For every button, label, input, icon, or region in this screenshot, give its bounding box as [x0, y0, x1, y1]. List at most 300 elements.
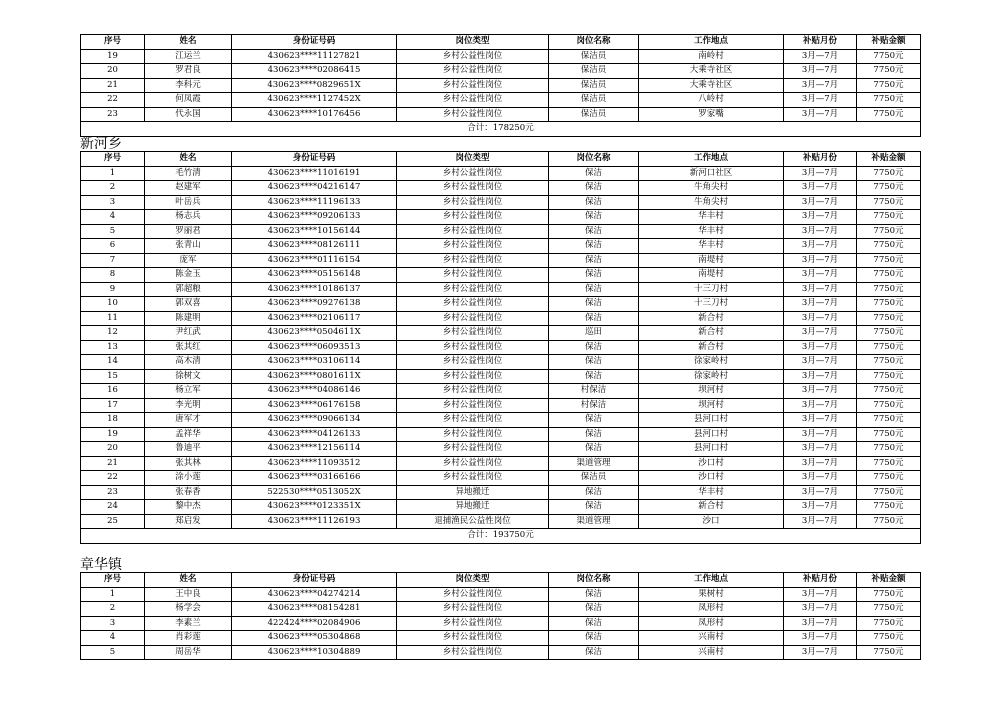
col-job-title: 保洁: [549, 485, 639, 500]
col-index: 21: [81, 456, 145, 471]
col-job-type: 乡村公益性岗位: [397, 49, 549, 64]
col-index: 5: [81, 645, 145, 660]
col-location: 大乘寺社区: [639, 78, 784, 93]
col-index: 6: [81, 239, 145, 254]
col-name: 赵建军: [145, 181, 232, 196]
table-row: [81, 384, 921, 399]
table-section-2: [80, 151, 920, 544]
col-location: 南岭村: [639, 49, 784, 64]
col-job-title: 保洁: [549, 181, 639, 196]
col-index: 18: [81, 413, 145, 428]
col-amount: 7750元: [857, 224, 921, 239]
col-location: 大乘寺社区: [639, 64, 784, 79]
col-name: 郑启发: [145, 514, 232, 529]
col-amount: 7750元: [857, 311, 921, 326]
col-index: 23: [81, 485, 145, 500]
col-location: 县河口村: [639, 413, 784, 428]
col-job-title: 保洁: [549, 195, 639, 210]
col-id: 430623****12156114: [232, 442, 397, 457]
col-name: 尹红武: [145, 326, 232, 341]
col-amount: 7750元: [857, 456, 921, 471]
col-job-type: 乡村公益性岗位: [397, 78, 549, 93]
col-location: 县河口村: [639, 442, 784, 457]
col-job-type: 乡村公益性岗位: [397, 384, 549, 399]
col-id: 430623****05156148: [232, 268, 397, 283]
col-months: 3月—7月: [784, 587, 857, 602]
table-row: [81, 107, 921, 122]
col-index: 5: [81, 224, 145, 239]
col-months: 3月—7月: [784, 602, 857, 617]
col-job-type: 乡村公益性岗位: [397, 181, 549, 196]
section-heading: 新河乡: [80, 136, 122, 152]
col-name: 庞军: [145, 253, 232, 268]
col-months: 3月—7月: [784, 645, 857, 660]
table-row: [81, 195, 921, 210]
column-header-col-name: 姓名: [145, 573, 232, 588]
col-index: 20: [81, 64, 145, 79]
col-job-type: 乡村公益性岗位: [397, 326, 549, 341]
col-id: 430623****06093513: [232, 340, 397, 355]
col-job-type: 乡村公益性岗位: [397, 340, 549, 355]
col-amount: 7750元: [857, 631, 921, 646]
col-job-type: 乡村公益性岗位: [397, 93, 549, 108]
col-name: 张春香: [145, 485, 232, 500]
col-index: 24: [81, 500, 145, 515]
col-location: 新合村: [639, 340, 784, 355]
col-id: 430623****01116154: [232, 253, 397, 268]
col-job-type: 乡村公益性岗位: [397, 616, 549, 631]
col-id: 430623****11016191: [232, 166, 397, 181]
col-amount: 7750元: [857, 166, 921, 181]
col-id: 522530****0513052X: [232, 485, 397, 500]
col-name: 李光明: [145, 398, 232, 413]
col-location: 果树村: [639, 587, 784, 602]
col-job-title: 巡田: [549, 326, 639, 341]
col-index: 20: [81, 442, 145, 457]
col-job-type: 乡村公益性岗位: [397, 253, 549, 268]
col-job-type: 异地搬迁: [397, 485, 549, 500]
table-row: [81, 78, 921, 93]
col-amount: 7750元: [857, 49, 921, 64]
col-job-type: 乡村公益性岗位: [397, 239, 549, 254]
col-id: 430623****02106117: [232, 311, 397, 326]
col-amount: 7750元: [857, 369, 921, 384]
col-amount: 7750元: [857, 64, 921, 79]
col-months: 3月—7月: [784, 442, 857, 457]
col-name: 杨志兵: [145, 210, 232, 225]
col-name: 王中良: [145, 587, 232, 602]
col-amount: 7750元: [857, 602, 921, 617]
table-row: [81, 355, 921, 370]
col-name: 李素兰: [145, 616, 232, 631]
col-amount: 7750元: [857, 427, 921, 442]
col-amount: 7750元: [857, 107, 921, 122]
col-name: 周岳华: [145, 645, 232, 660]
col-months: 3月—7月: [784, 93, 857, 108]
col-id: 430623****10156144: [232, 224, 397, 239]
col-id: 430623****09066134: [232, 413, 397, 428]
col-index: 11: [81, 311, 145, 326]
col-name: 孟祥华: [145, 427, 232, 442]
col-months: 3月—7月: [784, 311, 857, 326]
header-row: [81, 573, 921, 588]
col-location: 十三刀村: [639, 282, 784, 297]
table-row: [81, 297, 921, 312]
col-job-title: 村保洁: [549, 398, 639, 413]
column-header-col-job-title: 岗位名称: [549, 152, 639, 167]
table-row: [81, 181, 921, 196]
col-job-title: 保洁: [549, 311, 639, 326]
col-amount: 7750元: [857, 297, 921, 312]
column-header-col-job-title: 岗位名称: [549, 573, 639, 588]
col-months: 3月—7月: [784, 195, 857, 210]
col-name: 叶岳兵: [145, 195, 232, 210]
table-row: [81, 239, 921, 254]
col-job-type: 乡村公益性岗位: [397, 442, 549, 457]
column-header-col-job-type: 岗位类型: [397, 573, 549, 588]
col-location: 兴南村: [639, 631, 784, 646]
col-months: 3月—7月: [784, 166, 857, 181]
col-id: 430623****06176158: [232, 398, 397, 413]
col-months: 3月—7月: [784, 49, 857, 64]
col-name: 李科元: [145, 78, 232, 93]
col-job-title: 保洁: [549, 427, 639, 442]
table-row: [81, 645, 921, 660]
col-months: 3月—7月: [784, 413, 857, 428]
col-job-title: 保洁员: [549, 78, 639, 93]
col-name: 陈建明: [145, 311, 232, 326]
table-row: [81, 64, 921, 79]
col-location: 新合村: [639, 311, 784, 326]
col-amount: 7750元: [857, 93, 921, 108]
col-index: 4: [81, 631, 145, 646]
col-job-type: 乡村公益性岗位: [397, 224, 549, 239]
col-amount: 7750元: [857, 587, 921, 602]
col-job-title: 保洁: [549, 282, 639, 297]
col-job-type: 乡村公益性岗位: [397, 471, 549, 486]
col-index: 7: [81, 253, 145, 268]
table-row: [81, 268, 921, 283]
subsidy-table: [80, 572, 921, 660]
col-months: 3月—7月: [784, 616, 857, 631]
col-job-type: 乡村公益性岗位: [397, 456, 549, 471]
col-id: 430623****02086415: [232, 64, 397, 79]
col-job-type: 乡村公益性岗位: [397, 355, 549, 370]
col-job-type: 乡村公益性岗位: [397, 602, 549, 617]
table-row: [81, 500, 921, 515]
col-index: 12: [81, 326, 145, 341]
col-index: 2: [81, 602, 145, 617]
column-header-col-location: 工作地点: [639, 35, 784, 50]
col-index: 1: [81, 166, 145, 181]
col-location: 新合村: [639, 500, 784, 515]
col-location: 南堤村: [639, 268, 784, 283]
col-job-title: 保洁: [549, 239, 639, 254]
table-row: [81, 282, 921, 297]
table-section-3: [80, 572, 920, 660]
col-location: 华丰村: [639, 485, 784, 500]
col-amount: 7750元: [857, 355, 921, 370]
col-job-title: 保洁: [549, 268, 639, 283]
table-row: [81, 166, 921, 181]
col-index: 21: [81, 78, 145, 93]
col-location: 十三刀村: [639, 297, 784, 312]
col-amount: 7750元: [857, 340, 921, 355]
col-location: 华丰村: [639, 239, 784, 254]
col-months: 3月—7月: [784, 398, 857, 413]
col-id: 422424****02084906: [232, 616, 397, 631]
col-id: 430623****1127452X: [232, 93, 397, 108]
col-months: 3月—7月: [784, 369, 857, 384]
col-amount: 7750元: [857, 413, 921, 428]
col-name: 罗丽君: [145, 224, 232, 239]
col-location: 坝河村: [639, 384, 784, 399]
col-location: 凤形村: [639, 616, 784, 631]
col-location: 凤形村: [639, 602, 784, 617]
col-job-title: 渠道管理: [549, 514, 639, 529]
col-months: 3月—7月: [784, 78, 857, 93]
col-name: 杨学会: [145, 602, 232, 617]
total-row: [81, 122, 921, 137]
col-id: 430623****10186137: [232, 282, 397, 297]
col-job-title: 保洁: [549, 297, 639, 312]
column-header-col-amount: 补贴金额: [857, 35, 921, 50]
column-header-col-name: 姓名: [145, 152, 232, 167]
col-index: 15: [81, 369, 145, 384]
col-job-type: 乡村公益性岗位: [397, 427, 549, 442]
column-header-col-months: 补贴月份: [784, 573, 857, 588]
col-job-title: 保洁员: [549, 49, 639, 64]
col-name: 张其林: [145, 456, 232, 471]
table-row: [81, 210, 921, 225]
col-job-type: 乡村公益性岗位: [397, 311, 549, 326]
col-job-type: 乡村公益性岗位: [397, 587, 549, 602]
table-row: [81, 93, 921, 108]
col-job-type: 乡村公益性岗位: [397, 369, 549, 384]
table-row: [81, 514, 921, 529]
col-index: 25: [81, 514, 145, 529]
col-id: 430623****04216147: [232, 181, 397, 196]
col-location: 徐家岭村: [639, 355, 784, 370]
col-index: 22: [81, 471, 145, 486]
col-index: 19: [81, 427, 145, 442]
col-months: 3月—7月: [784, 253, 857, 268]
col-job-type: 乡村公益性岗位: [397, 64, 549, 79]
column-header-col-amount: 补贴金额: [857, 573, 921, 588]
col-index: 4: [81, 210, 145, 225]
col-index: 9: [81, 282, 145, 297]
col-location: 新合村: [639, 326, 784, 341]
col-amount: 7750元: [857, 645, 921, 660]
table-row: [81, 485, 921, 500]
column-header-col-id: 身份证号码: [232, 573, 397, 588]
col-job-title: 保洁: [549, 253, 639, 268]
col-index: 14: [81, 355, 145, 370]
col-name: 唐军才: [145, 413, 232, 428]
col-index: 2: [81, 181, 145, 196]
total-amount: 合计：178250元: [81, 122, 921, 137]
col-id: 430623****04086146: [232, 384, 397, 399]
col-job-title: 保洁: [549, 631, 639, 646]
col-months: 3月—7月: [784, 181, 857, 196]
col-months: 3月—7月: [784, 456, 857, 471]
col-job-title: 保洁: [549, 602, 639, 617]
col-amount: 7750元: [857, 500, 921, 515]
col-months: 3月—7月: [784, 210, 857, 225]
col-index: 8: [81, 268, 145, 283]
col-job-title: 保洁: [549, 340, 639, 355]
total-row: [81, 529, 921, 544]
col-name: 何凤霞: [145, 93, 232, 108]
col-job-type: 退捕渔民公益性岗位: [397, 514, 549, 529]
col-name: 肖彩莲: [145, 631, 232, 646]
col-id: 430623****08154281: [232, 602, 397, 617]
col-id: 430623****0123351X: [232, 500, 397, 515]
col-id: 430623****11196133: [232, 195, 397, 210]
col-name: 张其红: [145, 340, 232, 355]
table-row: [81, 224, 921, 239]
table-row: [81, 413, 921, 428]
col-job-title: 保洁: [549, 645, 639, 660]
col-amount: 7750元: [857, 514, 921, 529]
col-name: 罗君良: [145, 64, 232, 79]
col-id: 430623****03166166: [232, 471, 397, 486]
col-job-type: 乡村公益性岗位: [397, 297, 549, 312]
table-row: [81, 587, 921, 602]
col-job-type: 乡村公益性岗位: [397, 195, 549, 210]
col-index: 16: [81, 384, 145, 399]
col-amount: 7750元: [857, 616, 921, 631]
table-section-1: [80, 34, 920, 137]
table-row: [81, 456, 921, 471]
col-months: 3月—7月: [784, 224, 857, 239]
col-name: 鲁迪平: [145, 442, 232, 457]
col-job-type: 乡村公益性岗位: [397, 413, 549, 428]
table-row: [81, 253, 921, 268]
col-months: 3月—7月: [784, 355, 857, 370]
col-months: 3月—7月: [784, 384, 857, 399]
col-months: 3月—7月: [784, 268, 857, 283]
col-id: 430623****10176456: [232, 107, 397, 122]
table-row: [81, 442, 921, 457]
col-months: 3月—7月: [784, 631, 857, 646]
col-name: 江运兰: [145, 49, 232, 64]
col-location: 沙口: [639, 514, 784, 529]
col-job-title: 村保洁: [549, 384, 639, 399]
column-header-col-index: 序号: [81, 152, 145, 167]
subsidy-table: [80, 34, 921, 137]
col-months: 3月—7月: [784, 485, 857, 500]
col-job-type: 乡村公益性岗位: [397, 107, 549, 122]
table-row: [81, 427, 921, 442]
col-index: 17: [81, 398, 145, 413]
table-row: [81, 311, 921, 326]
column-header-col-index: 序号: [81, 35, 145, 50]
col-location: 徐家岭村: [639, 369, 784, 384]
col-name: 郭超粮: [145, 282, 232, 297]
col-amount: 7750元: [857, 384, 921, 399]
col-job-type: 乡村公益性岗位: [397, 210, 549, 225]
col-id: 430623****0801611X: [232, 369, 397, 384]
column-header-col-location: 工作地点: [639, 573, 784, 588]
col-index: 23: [81, 107, 145, 122]
col-job-type: 乡村公益性岗位: [397, 645, 549, 660]
col-job-title: 保洁员: [549, 107, 639, 122]
col-amount: 7750元: [857, 282, 921, 297]
table-row: [81, 49, 921, 64]
total-amount: 合计：193750元: [81, 529, 921, 544]
col-months: 3月—7月: [784, 239, 857, 254]
col-index: 3: [81, 195, 145, 210]
col-id: 430623****09206133: [232, 210, 397, 225]
col-index: 10: [81, 297, 145, 312]
col-months: 3月—7月: [784, 107, 857, 122]
col-amount: 7750元: [857, 78, 921, 93]
col-job-type: 乡村公益性岗位: [397, 631, 549, 646]
col-name: 徐树文: [145, 369, 232, 384]
table-row: [81, 369, 921, 384]
col-index: 3: [81, 616, 145, 631]
col-name: 杨立军: [145, 384, 232, 399]
col-months: 3月—7月: [784, 514, 857, 529]
col-months: 3月—7月: [784, 326, 857, 341]
table-row: [81, 340, 921, 355]
col-amount: 7750元: [857, 239, 921, 254]
col-job-type: 乡村公益性岗位: [397, 282, 549, 297]
col-amount: 7750元: [857, 268, 921, 283]
col-job-title: 保洁: [549, 616, 639, 631]
col-months: 3月—7月: [784, 64, 857, 79]
col-job-title: 保洁员: [549, 471, 639, 486]
col-months: 3月—7月: [784, 282, 857, 297]
col-location: 牛角尖村: [639, 195, 784, 210]
col-id: 430623****10304889: [232, 645, 397, 660]
col-id: 430623****05304868: [232, 631, 397, 646]
col-job-title: 保洁员: [549, 93, 639, 108]
col-months: 3月—7月: [784, 500, 857, 515]
col-job-title: 保洁: [549, 369, 639, 384]
table-row: [81, 616, 921, 631]
col-name: 代永国: [145, 107, 232, 122]
col-id: 430623****03106114: [232, 355, 397, 370]
col-job-title: 保洁: [549, 210, 639, 225]
col-job-title: 保洁: [549, 587, 639, 602]
col-months: 3月—7月: [784, 427, 857, 442]
col-job-type: 乡村公益性岗位: [397, 398, 549, 413]
col-amount: 7750元: [857, 485, 921, 500]
col-amount: 7750元: [857, 210, 921, 225]
col-id: 430623****11127821: [232, 49, 397, 64]
col-id: 430623****11126193: [232, 514, 397, 529]
col-job-title: 保洁员: [549, 64, 639, 79]
col-location: 兴南村: [639, 645, 784, 660]
column-header-col-amount: 补贴金额: [857, 152, 921, 167]
column-header-col-index: 序号: [81, 573, 145, 588]
col-name: 陈金玉: [145, 268, 232, 283]
col-amount: 7750元: [857, 326, 921, 341]
column-header-col-months: 补贴月份: [784, 152, 857, 167]
table-row: [81, 602, 921, 617]
column-header-col-months: 补贴月份: [784, 35, 857, 50]
col-job-title: 保洁: [549, 166, 639, 181]
col-index: 19: [81, 49, 145, 64]
col-name: 涂小莲: [145, 471, 232, 486]
col-job-title: 保洁: [549, 442, 639, 457]
col-months: 3月—7月: [784, 297, 857, 312]
section-heading: 章华镇: [80, 557, 122, 573]
col-location: 华丰村: [639, 210, 784, 225]
col-months: 3月—7月: [784, 471, 857, 486]
